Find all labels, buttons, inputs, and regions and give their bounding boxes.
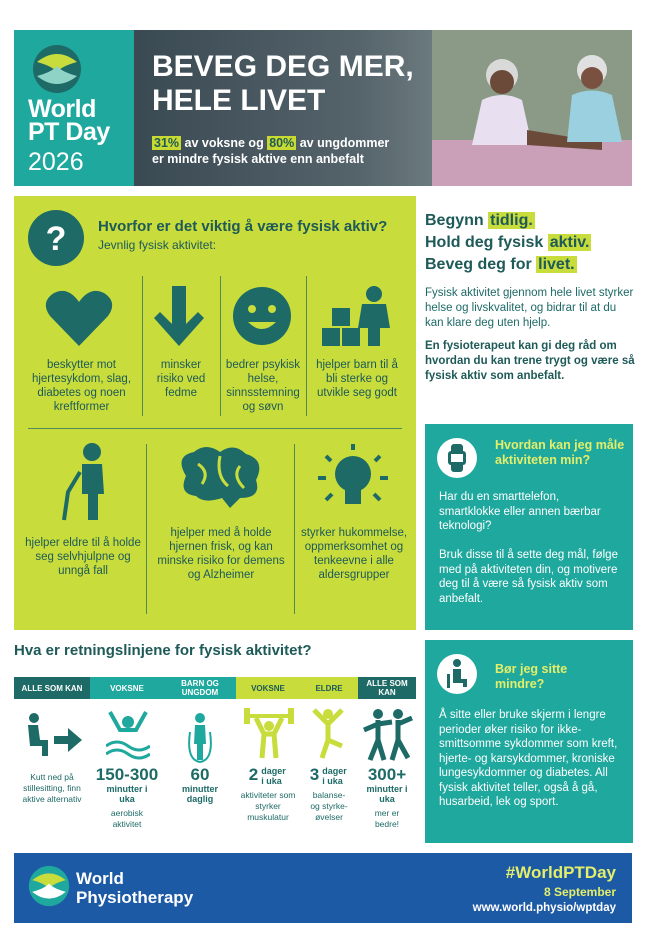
intro-bold-paragraph: En fysioterapeut kan gi deg råd om hvordan du kan trene trygt og være så fysisk aktiv som anbefalt. — [425, 340, 635, 382]
sitting-person-icon — [437, 654, 477, 694]
brand-line1: World — [76, 869, 124, 888]
elderly-person-icon — [58, 442, 118, 522]
subtitle-line2: er mindre fysisk aktive enn anbefalt — [152, 152, 364, 166]
logo-year: 2026 — [28, 148, 84, 176]
guideline-value: 60 — [190, 765, 210, 784]
guideline-value: 2 — [248, 765, 259, 784]
question-icon — [28, 210, 84, 266]
benefit-text: styrker hukommelse, oppmerksomhet og tenkeevne i alle aldersgrupper — [300, 527, 408, 581]
headline-text: Begynn — [425, 212, 489, 229]
guideline-desc: balanse- og styrke-øvelser — [310, 790, 348, 822]
guideline-unit: dager i uka — [322, 766, 347, 786]
logo-line1: World — [28, 95, 96, 123]
banner-title — [152, 50, 414, 118]
guideline-col-5 — [300, 766, 358, 823]
sit-box — [425, 640, 633, 843]
weightlifter-icon — [244, 708, 294, 760]
guideline-unit: minutter i uka — [106, 784, 148, 804]
intro-headline-1 — [425, 210, 635, 232]
guideline-unit: minutter i uka — [366, 784, 408, 804]
headline-text: Hold deg fysisk — [425, 234, 548, 251]
lightbulb-icon — [318, 442, 388, 514]
jump-rope-icon — [186, 712, 214, 764]
benefit-text: hjelper med å holde hjernen frisk, og kan minske risiko for demens og Alzheimer — [157, 527, 285, 581]
divider — [306, 276, 307, 416]
guideline-header: ALLE SOM KAN — [358, 677, 416, 699]
guideline-desc: aerobisk aktivitet — [110, 808, 144, 829]
world-physiotherapy-logo-icon — [28, 865, 70, 907]
headline-highlight: tidlig. — [490, 212, 533, 229]
why-section — [14, 196, 416, 630]
smiley-icon — [232, 286, 292, 346]
title-line2: HELE LIVET — [152, 84, 326, 117]
guidelines-title: Hva er retningslinjene for fysisk aktivitet? — [14, 642, 312, 659]
footer — [14, 853, 632, 923]
headline-text: Beveg deg for — [425, 256, 537, 273]
world-pt-day-logo — [14, 30, 134, 186]
headline-highlight: livet. — [538, 256, 575, 273]
why-title: Hvorfor er det viktig å være fysisk aktiv? — [98, 218, 388, 235]
measure-paragraph-2: Bruk disse til å sette deg mål, følge med på aktiviteten din, og motivere deg til å være så fysisk aktiv som anbefalt. — [439, 549, 618, 605]
intro-panel — [425, 210, 635, 384]
hero-banner — [134, 30, 632, 186]
guideline-desc: aktiviteter som styrker muskulatur — [240, 790, 296, 822]
measure-title: Hvordan kan jeg måle aktiviteten min? — [495, 438, 625, 467]
child-blocks-icon — [322, 284, 392, 348]
guideline-col-1 — [14, 768, 90, 805]
divider — [146, 444, 147, 614]
stat-adults: 31% — [154, 136, 180, 150]
guideline-desc: mer er bedre! — [374, 808, 400, 829]
benefit-text: hjelper barn til å bli sterke og utvikle seg godt — [316, 359, 398, 399]
guideline-unit: minutter daglig — [182, 784, 218, 804]
guideline-desc: Kutt ned på stillesitting, finn aktive alternativ — [22, 772, 82, 804]
heart-icon — [44, 288, 114, 348]
event-date: 8 September — [543, 885, 616, 899]
divider — [220, 276, 221, 416]
measure-paragraph-1: Har du en smarttelefon, smartklokke eller annen bærbar teknologi? — [439, 491, 601, 532]
guideline-header: BARN OG UNGDOM — [164, 677, 236, 699]
divider — [142, 276, 143, 416]
dancers-icon — [362, 706, 414, 762]
guideline-header: VOKSNE — [236, 677, 300, 699]
footer-brand — [76, 869, 193, 907]
guideline-col-2 — [90, 766, 164, 830]
guideline-value: 3 — [309, 765, 320, 784]
guideline-col-3 — [164, 766, 236, 804]
divider — [28, 428, 402, 429]
guideline-header: ELDRE — [300, 677, 358, 699]
benefit-text: bedrer psykisk helse, sinnsstemning og søvn — [225, 359, 301, 413]
divider — [294, 444, 295, 614]
guideline-unit: dager i uka — [261, 766, 286, 786]
logo-text — [28, 95, 110, 146]
brand-line2: Physiotherapy — [76, 888, 194, 907]
arrow-down-icon — [154, 286, 204, 348]
title-line1: BEVEG DEG MER, — [152, 50, 414, 83]
hashtag: #WorldPTDay — [505, 863, 616, 882]
sit-paragraph: Å sitte eller bruke skjerm i lengre perioder øker risiko for ikke-smittsomme sykdommer som kreft, hjerte- og karsykdommer, kroniske lungesykdommer og diabetes. All fysisk aktivitet teller, også å gå, husarbeid, lek og sport. — [439, 709, 618, 808]
hero-photo-icon — [432, 30, 632, 186]
intro-headline-2 — [425, 232, 635, 254]
benefit-text: minsker risiko ved fedme — [156, 359, 206, 399]
header — [14, 30, 632, 186]
banner-subtitle — [152, 135, 389, 167]
guideline-col-6 — [358, 766, 416, 830]
why-subtitle: Jevnlig fysisk aktivitet: — [98, 238, 217, 252]
intro-headline-3 — [425, 254, 635, 276]
logo-mark-icon — [32, 44, 82, 94]
guideline-value: 300+ — [367, 765, 407, 784]
balance-pose-icon — [308, 706, 348, 760]
website-link[interactable]: www.world.physio/wptday — [472, 902, 616, 914]
smartwatch-icon — [437, 438, 477, 478]
stat-youth: 80% — [269, 136, 295, 150]
sit-title: Bør jeg sitte mindre? — [495, 662, 568, 691]
svg-text:?: ? — [45, 220, 67, 258]
stat-adults-text: av voksne og — [181, 136, 268, 150]
stat-youth-text: av ungdommer — [296, 136, 390, 150]
stand-up-icon — [22, 712, 84, 758]
guideline-header: VOKSNE — [90, 677, 164, 699]
benefit-text: hjelper eldre til å holde seg selvhjulpne og unngå fall — [25, 537, 141, 577]
swimmer-icon — [106, 708, 150, 760]
brain-icon — [174, 446, 264, 510]
guideline-header: ALLE SOM KAN — [14, 677, 90, 699]
intro-paragraph: Fysisk aktivitet gjennom hele livet styrker helse og livskvalitet, og bidrar til at du kan klare deg uten hjelp. — [425, 287, 634, 329]
guideline-value: 150-300 — [95, 765, 159, 784]
headline-highlight: aktiv. — [549, 234, 590, 251]
measure-box — [425, 424, 633, 630]
guideline-col-4 — [236, 766, 300, 823]
benefit-text: beskytter mot hjertesykdom, slag, diabetes og noen kreftformer — [31, 359, 132, 413]
logo-line2: PT Day — [28, 118, 110, 146]
